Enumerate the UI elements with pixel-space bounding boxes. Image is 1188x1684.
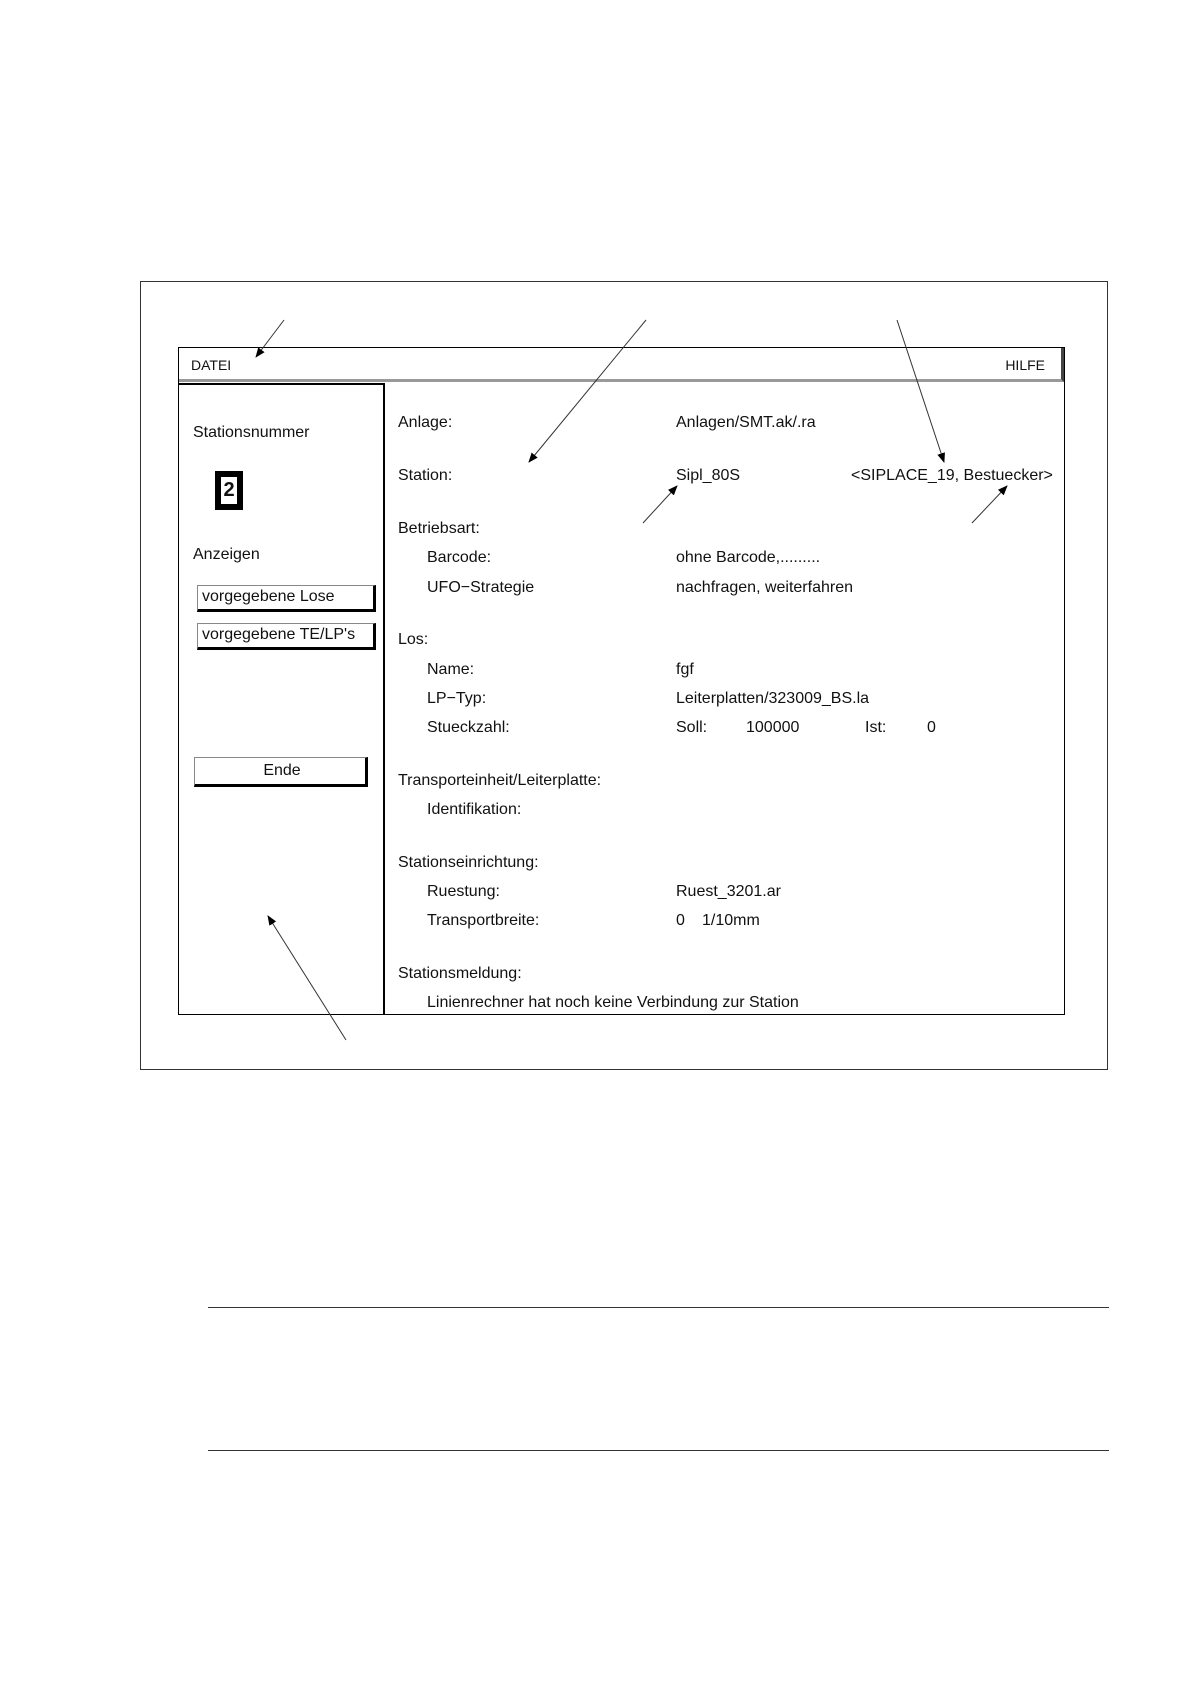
menu-hilfe[interactable]: HILFE (1005, 357, 1045, 373)
einr-label: Stationseinrichtung: (398, 854, 539, 871)
barcode-value: ohne Barcode,......... (676, 549, 821, 566)
name-label: Name: (427, 661, 475, 678)
menu-datei[interactable]: DATEI (191, 357, 232, 373)
ufo-label: UFO−Strategie (427, 579, 535, 596)
lptyp-value: Leiterplatten/323009_BS.la (676, 690, 870, 707)
arrow-station-name (643, 486, 677, 523)
tbreite-unit: 1/10mm (702, 912, 760, 929)
end-button[interactable]: Ende (194, 757, 368, 787)
station-number-label: Stationsnummer (193, 424, 310, 441)
arrow-menu (256, 320, 284, 357)
name-value: fgf (676, 661, 694, 678)
lots-button[interactable]: vorgegebene Lose (197, 585, 376, 612)
arrow-station-role (972, 486, 1007, 523)
arrow-left-panel (268, 916, 346, 1040)
te-label: Transporteinheit/Leiterplatte: (398, 772, 602, 789)
station-label: Station: (398, 467, 453, 484)
soll-value: 100000 (746, 719, 800, 736)
soll-label: Soll: (676, 719, 708, 736)
station-number: 2 (221, 477, 237, 504)
lptyp-label: LP−Typ: (427, 690, 487, 707)
te-lp-button[interactable]: vorgegebene TE/LP's (197, 623, 376, 650)
divider-top (208, 1307, 1109, 1308)
los-label: Los: (398, 631, 429, 648)
meld-label: Stationsmeldung: (398, 965, 522, 982)
ist-label: Ist: (865, 719, 887, 736)
tbreite-value: 0 (676, 912, 685, 929)
station-value: Sipl_80S (676, 467, 741, 484)
ruest-value: Ruest_3201.ar (676, 883, 781, 900)
arrow-info (529, 320, 646, 462)
divider-bottom (208, 1450, 1109, 1451)
stueck-label: Stueckzahl: (427, 719, 510, 736)
ist-value: 0 (927, 719, 936, 736)
tbreite-label: Transportbreite: (427, 912, 540, 929)
barcode-label: Barcode: (427, 549, 492, 566)
anlage-value: Anlagen/SMT.ak/.ra (676, 414, 816, 431)
station-type: <SIPLACE_19, Bestuecker> (851, 467, 1053, 484)
meld-value: Linienrechner hat noch keine Verbindung zur Station (427, 994, 799, 1011)
show-label: Anzeigen (193, 546, 260, 563)
ruest-label: Ruestung: (427, 883, 500, 900)
betriebsart-label: Betriebsart: (398, 520, 480, 537)
anlage-label: Anlage: (398, 414, 453, 431)
arrow-station-type (897, 320, 944, 462)
ident-label: Identifikation: (427, 801, 522, 818)
ufo-value: nachfragen, weiterfahren (676, 579, 853, 596)
